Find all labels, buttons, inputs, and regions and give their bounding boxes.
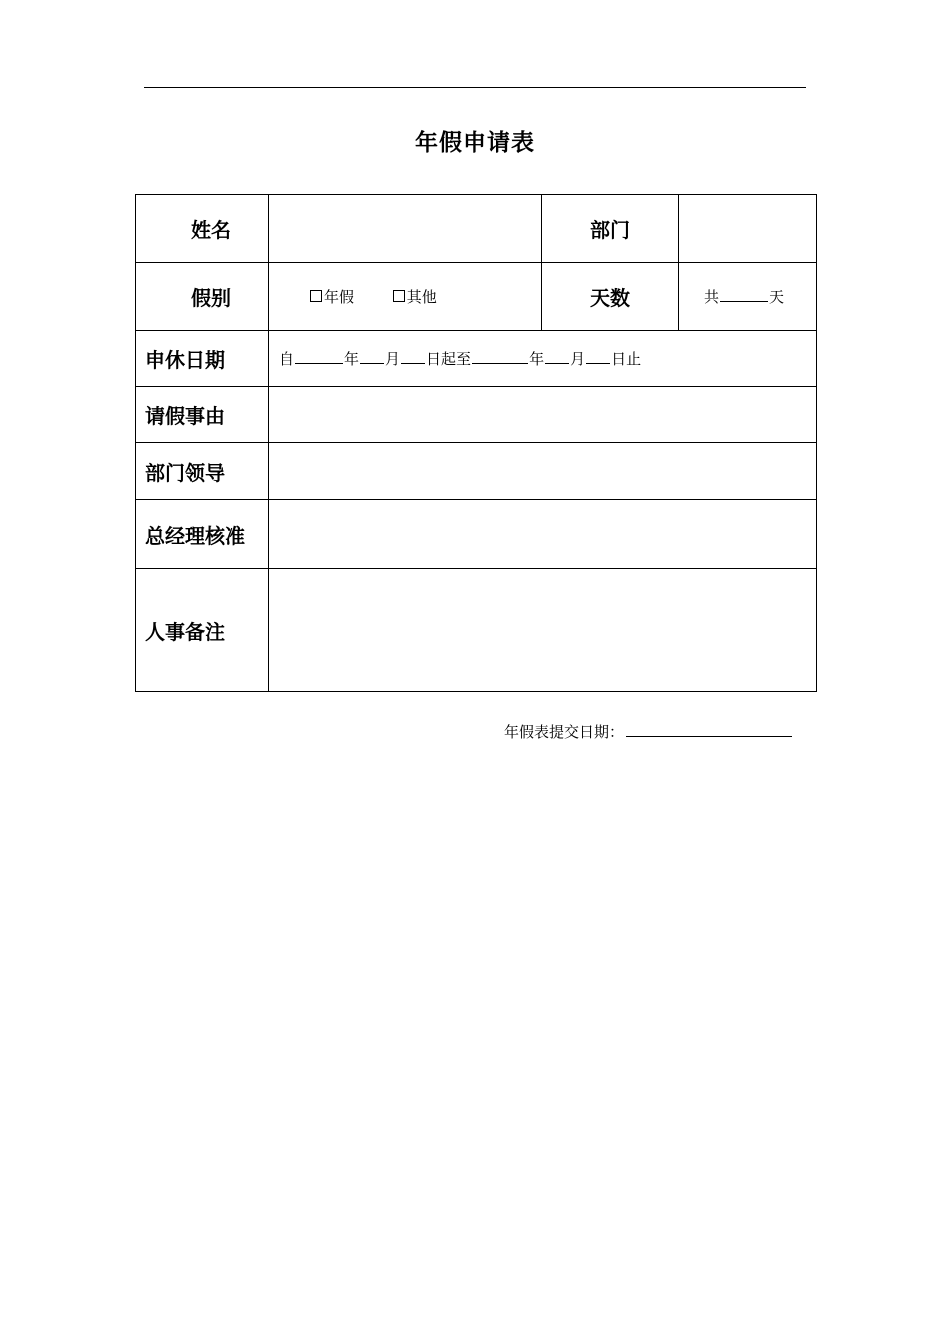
option-other-label: 其他: [406, 288, 437, 306]
leave-type-label-cell: [136, 263, 269, 331]
dept-leader-label-cell: [136, 443, 269, 500]
reason-field[interactable]: [269, 387, 817, 443]
hr-note-label-cell: [136, 569, 269, 692]
leave-type-label: 假别: [191, 286, 231, 310]
date-start-text: 日起至: [426, 350, 472, 368]
submit-date-blank[interactable]: [626, 720, 792, 737]
department-label-cell: [542, 195, 679, 263]
hr-note-label: 人事备注: [145, 619, 225, 644]
name-label-cell: [136, 195, 269, 263]
row-hr-note: [136, 569, 817, 692]
reason-label: 请假事由: [145, 404, 225, 428]
department-label: 部门: [590, 218, 630, 242]
row-gm-approval: [136, 500, 817, 569]
start-day-blank[interactable]: [401, 349, 425, 364]
row-reason: [136, 387, 817, 443]
date-end-text: 日止: [611, 350, 642, 368]
date-year2-text: 年: [529, 350, 545, 368]
option-other[interactable]: [393, 286, 437, 307]
days-field: [679, 263, 817, 331]
date-year1-text: 年: [344, 350, 360, 368]
row-leave-type-days: [136, 263, 817, 331]
checkbox-icon[interactable]: [310, 290, 322, 302]
option-annual-leave[interactable]: [310, 286, 354, 307]
name-field[interactable]: [269, 195, 542, 263]
days-suffix: 天: [769, 288, 785, 306]
end-year-blank[interactable]: [472, 349, 528, 364]
department-field[interactable]: [679, 195, 817, 263]
submit-date-label: 年假表提交日期：: [504, 723, 625, 741]
name-label: 姓名: [191, 218, 231, 242]
days-prefix: 共: [704, 288, 720, 306]
days-label: 天数: [590, 286, 630, 310]
checkbox-icon[interactable]: [393, 290, 405, 302]
row-name-department: [136, 195, 817, 263]
submit-date-line: [504, 720, 792, 742]
hr-note-field[interactable]: [269, 569, 817, 692]
date-label-cell: [136, 331, 269, 387]
dept-leader-field[interactable]: [269, 443, 817, 500]
option-annual-label: 年假: [324, 288, 355, 306]
date-month2-text: 月: [570, 350, 586, 368]
header-rule: [144, 87, 806, 88]
days-blank[interactable]: [720, 287, 768, 302]
start-month-blank[interactable]: [360, 349, 384, 364]
date-from-text: 自: [279, 350, 295, 368]
days-label-cell: [542, 263, 679, 331]
row-leave-dates: [136, 331, 817, 387]
start-year-blank[interactable]: [295, 349, 343, 364]
leave-type-options: [269, 263, 542, 331]
row-dept-leader: [136, 443, 817, 500]
gm-approval-field[interactable]: [269, 500, 817, 569]
date-range-field: [269, 331, 817, 387]
document-title: 年假申请表: [415, 130, 535, 156]
end-month-blank[interactable]: [545, 349, 569, 364]
date-label: 申休日期: [145, 348, 225, 372]
gm-approval-label: 总经理核准: [145, 523, 245, 548]
gm-approval-label-cell: [136, 500, 269, 569]
dept-leader-label: 部门领导: [145, 460, 225, 485]
date-month1-text: 月: [385, 350, 401, 368]
reason-label-cell: [136, 387, 269, 443]
end-day-blank[interactable]: [586, 349, 610, 364]
leave-application-form: [135, 194, 817, 692]
